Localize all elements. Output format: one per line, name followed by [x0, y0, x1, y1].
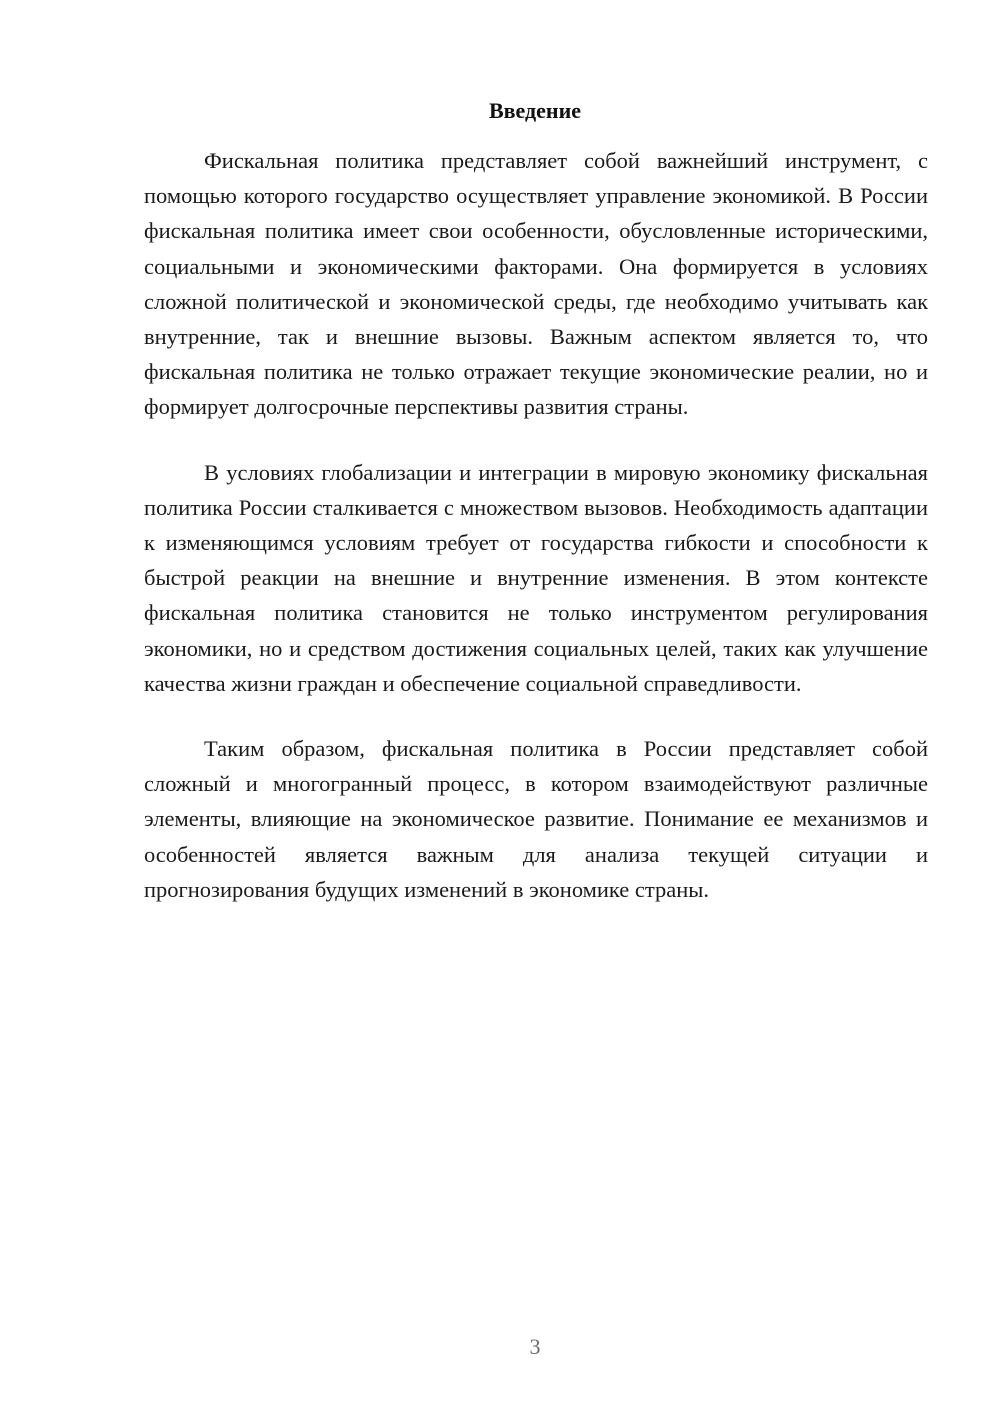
- section-heading: Введение: [488, 98, 582, 123]
- paragraph-2: В условиях глобализации и интеграции в мировую экономику фискальная политика России сталкивается с множеством вызовов. Необходимость адаптации к изменяющимся условиям требует от государства гибкости и способности к быстрой реакции на внешние и внутренние изменения. В этом контексте фискальная политика становится не только инструментом регулирования экономики, но и средством достижения социальных целей, таких как улучшение качества жизни граждан и обеспечение социальной справедливости.: [144, 459, 928, 696]
- paragraph-1: Фискальная политика представляет собой важнейший инструмент, с помощью которого государство осуществляет управление экономикой. В России фискальная политика имеет свои особенности, обусловленные историческими, социальными и экономическими факторами. Она формируется в условиях сложной политической и экономической среды, где необходимо учитывать как внутренние, так и внешние вызовы. Важным аспектом является то, что фискальная политика не только отражает текущие экономические реалии, но и формирует долгосрочные перспективы развития страны.: [144, 148, 928, 420]
- body-text: [144, 143, 928, 937]
- paragraph-3: Таким образом, фискальная политика в России представляет собой сложный и многогранный процесс, в котором взаимодействуют различные элементы, влияющие на экономическое развитие. Понимание ее механизмов и особенностей является важным для анализа текущей ситуации и прогнозирования будущих изменений в экономике страны.: [144, 736, 928, 902]
- page-number: 3: [529, 1334, 541, 1359]
